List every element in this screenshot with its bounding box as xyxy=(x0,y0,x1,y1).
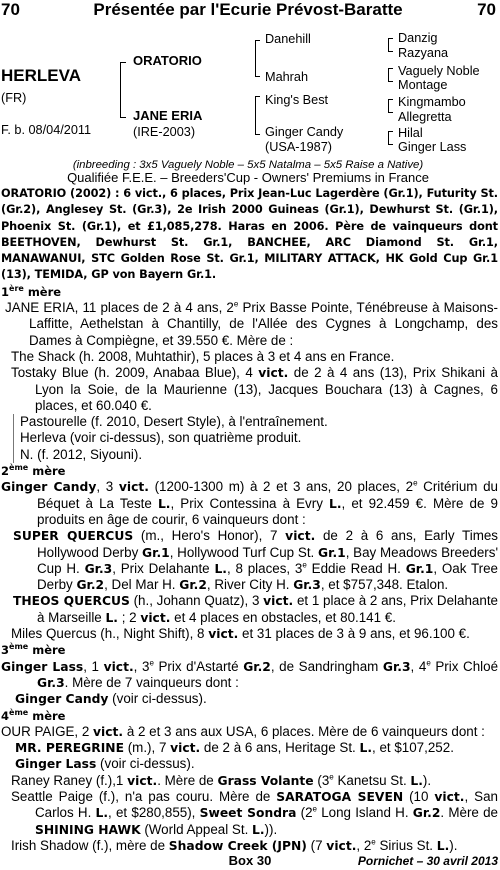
ggp-5: Kingmambo xyxy=(398,95,466,109)
dam-name: JANE ERIA xyxy=(133,108,203,123)
second-dam-record: Ginger Candy, 3 vict. (1200-1300 m) à 2 et 3 ans, 20 places, 2e Critérium du Béquet à La Teste L., Prix Contessina à Evry L., et 92.459 €. Mère de 9 produits en âge de courir, 6 vainqueurs dont : xyxy=(1,478,499,527)
produce-ginger-lass: Ginger Lass (voir ci-dessus). xyxy=(15,756,195,772)
bracket-sire xyxy=(255,40,260,77)
box-number: Box 30 xyxy=(228,853,272,868)
bracket-ggp-2 xyxy=(388,68,393,82)
fourth-dam-record: OUR PAIGE, 2 vict. à 2 et 3 ans aux USA, 6 places. Mère de 6 vainqueurs dont : xyxy=(1,723,485,739)
catalogue-body xyxy=(1,186,498,854)
dam-sire: King's Best xyxy=(265,93,329,107)
first-dam-record: JANE ERIA, 11 places de 2 à 4 ans, 2e Prix Basse Pointe, Ténébreuse à Maisons-Laffitte, Aethelstan à Chantilly, de l'Allée des Cygnes à Longchamp, des Dames à Compiègne, et 39.550 €. Mère de : xyxy=(5,299,498,348)
horse-name: HERLEVA xyxy=(1,66,81,85)
dam-dam-origin: (USA-1987) xyxy=(265,140,332,154)
bracket-ggp-3 xyxy=(388,99,393,113)
section-first-dam: 1ère mère xyxy=(1,283,62,299)
produce-super-quercus: SUPER QUERCUS (m., Hero's Honor), 7 vict. de 2 à 6 ans, Early Times Hollywood Derby Gr.1, Hollywood Turf Cup St. Gr.1, Bay Meadows Breeders' Cup H. Gr.3, Prix Delahante L., 8 places, 3e Eddie Read H. Gr.1, Oak Tree Derby Gr.2, Del Mar H. Gr.2, River City H. Gr.3, et $757,348. Etalon. xyxy=(13,528,499,593)
consignor-title: Présentée par l'Ecurie Prévost-Baratte xyxy=(93,0,403,19)
produce-rest xyxy=(13,414,498,463)
bracket-dam xyxy=(255,96,260,135)
produce-ginger-candy: Ginger Candy (voir ci-dessus). xyxy=(15,691,207,707)
produce-the-shack: The Shack (h. 2008, Muhtathir), 5 places à 3 et 4 ans en France. xyxy=(11,348,395,364)
third-dam-record: Ginger Lass, 1 vict., 3e Prix d'Astarté Gr.2, de Sandringham Gr.3, 4e Prix Chloé Gr.3. Mère de 7 vainqueurs dont : xyxy=(1,658,499,690)
produce-theos-quercus: THEOS QUERCUS (h., Johann Quatz), 3 vict. et 1 place à 2 ans, Prix Delahante à Marseille L. ; 2 vict. et 4 places en obstacles, et 80.141 €. xyxy=(13,593,498,625)
sire-sire: Danehill xyxy=(265,32,311,46)
produce-pastourelle: Pastourelle (f. 2010, Desert Style), à l'entraînement. xyxy=(20,414,328,430)
produce-tostaky-blue: Tostaky Blue (h. 2009, Anabaa Blue), 4 vict. de 2 à 4 ans (13), Prix Shikani à Lyon la Soie, de la Maurienne (13), Jacques Bouchara (13) à Cagnes, 6 places, et 60.040 €. xyxy=(11,365,498,413)
lot-number-left: 70 xyxy=(1,0,20,19)
ggp-7: Hilal xyxy=(398,126,423,140)
ggp-6: Allegretta xyxy=(398,110,452,124)
sire-record: ORATORIO (2002) : 6 vict., 6 places, Prix Jean-Luc Lagerdère (Gr.1), Futurity St. (Gr.2), Anglesey St. (Gr.3), 2e Irish 2000 Guineas (Gr.1), Dewhurst St. (Gr.1), Phoenix St. (Gr.1), et £1,085,278. Haras en 2006. Père de vainqueurs dont BEETHOVEN, Dewhurst St. Gr.1, BANCHEE, ARC Diamond St. Gr.1, MANAWANUI, STC Golden Rose St. Gr.1, MILITARY ATTACK, HK Gold Cup Gr.1 (13), TEMIDA, GP von Bayern Gr.1. xyxy=(1,187,498,282)
produce-2012: N. (f. 2012, Siyouni). xyxy=(20,446,143,462)
page-footer xyxy=(0,853,500,870)
section-third-dam: 3ème mère xyxy=(1,642,66,658)
dam-dam: Ginger Candy xyxy=(265,125,344,139)
sire-dam: Mahrah xyxy=(265,70,309,84)
ggp-1: Danzig xyxy=(398,31,438,45)
horse-country: (FR) xyxy=(1,91,27,105)
produce-herleva: Herleva (voir ci-dessus), son quatrième produit. xyxy=(20,430,302,446)
ggp-2: Razyana xyxy=(398,46,449,60)
bracket-gen1 xyxy=(120,62,126,118)
qualification-note: Qualifiée F.E.E. – Breeders'Cup - Owners' Premiums in France xyxy=(67,170,429,185)
produce-miles-quercus: Miles Quercus (h., Night Shift), 8 vict. et 31 places de 3 à 9 ans, et 96.100 €. xyxy=(11,626,470,642)
catalogue-header xyxy=(0,0,496,22)
ggp-3: Vaguely Noble xyxy=(398,64,480,78)
bracket-ggp-1 xyxy=(388,38,393,52)
inbreeding-note: (inbreeding : 3x5 Vaguely Noble – 5x5 Natalma – 5x5 Raise a Native) xyxy=(72,159,424,171)
produce-irish-shadow: Irish Shadow (f.), mère de Shadow Creek (JPN) (7 vict., 2e Sirius St. L.). xyxy=(11,837,458,853)
produce-seattle-paige: Seattle Paige (f.), n'a pas couru. Mère de SARATOGA SEVEN (10 vict., San Carlos H. L., et $280,855), Sweet Sondra (2e Long Island H. Gr.2. Mère de SHINING HAWK (World Appeal St. L.)). xyxy=(11,788,498,837)
sire-name: ORATORIO xyxy=(133,53,202,68)
horse-birth: F. b. 08/04/2011 xyxy=(1,123,92,137)
section-second-dam: 2ème mère xyxy=(1,463,66,479)
sale-date: Pornichet – 30 avril 2013 xyxy=(357,854,498,868)
section-fourth-dam: 4ème mère xyxy=(1,707,66,723)
produce-mr-peregrine: MR. PEREGRINE (m.), 7 vict. de 2 à 6 ans, Heritage St. L., et $107,252. xyxy=(15,740,454,756)
bracket-ggp-4 xyxy=(388,131,393,145)
ggp-4: Montage xyxy=(398,78,448,92)
ggp-8: Ginger Lass xyxy=(398,140,467,154)
dam-origin: (IRE-2003) xyxy=(133,125,196,139)
lot-number-right: 70 xyxy=(477,0,496,19)
produce-raney-raney: Raney Raney (f.),1 vict.. Mère de Grass Volante (3e Kanetsu St. L.). xyxy=(11,772,432,788)
